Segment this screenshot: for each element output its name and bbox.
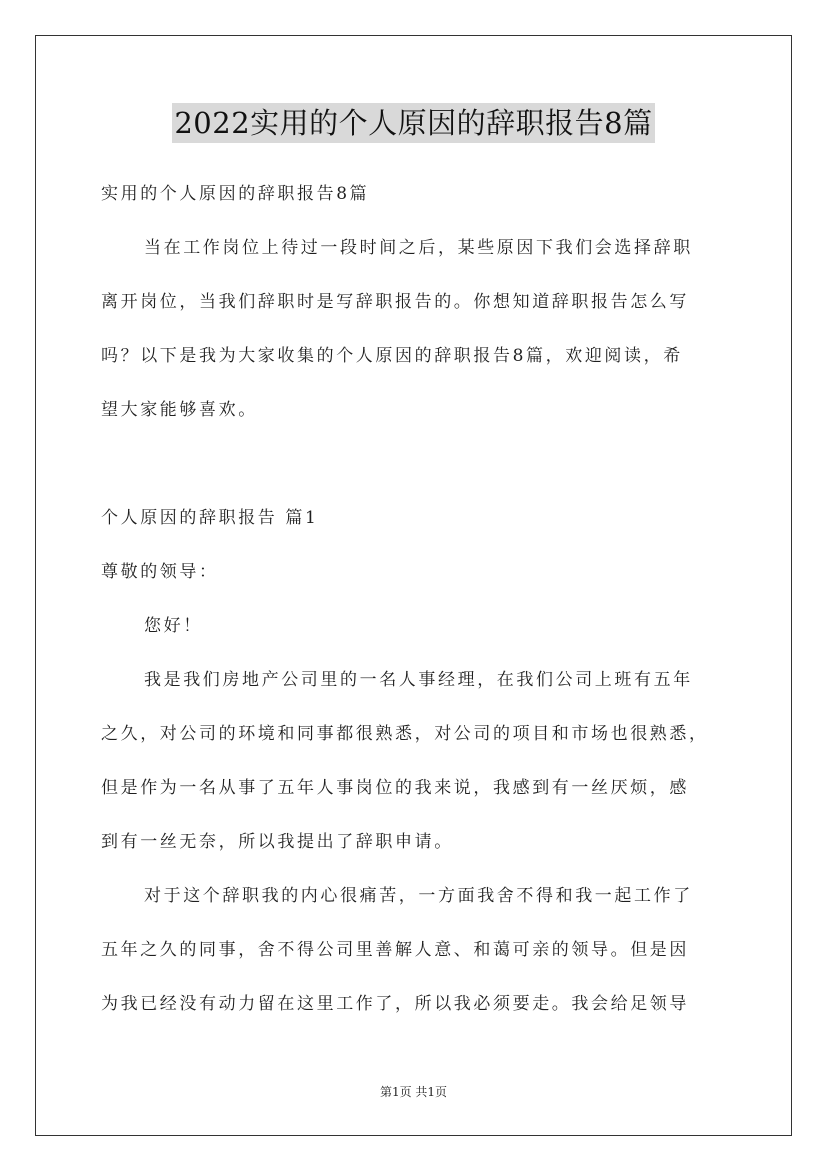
paragraph1-line-3: 但是作为一名从事了五年人事岗位的我来说，我感到有一丝厌烦，感	[101, 778, 689, 798]
paragraph2-line-1: 对于这个辞职我的内心很痛苦，一方面我舍不得和我一起工作了	[144, 886, 693, 906]
salutation: 尊敬的领导：	[101, 562, 219, 582]
paragraph1-line-4: 到有一丝无奈，所以我提出了辞职申请。	[101, 832, 454, 852]
greeting: 您好！	[144, 616, 203, 636]
paragraph1-line-1: 我是我们房地产公司里的一名人事经理，在我们公司上班有五年	[144, 670, 693, 690]
title-container	[0, 103, 827, 143]
paragraph2-line-3: 为我已经没有动力留在这里工作了，所以我必须要走。我会给足领导	[101, 994, 689, 1014]
document-subtitle: 实用的个人原因的辞职报告8篇	[101, 184, 370, 204]
intro-line-2: 离开岗位，当我们辞职时是写辞职报告的。你想知道辞职报告怎么写	[101, 292, 689, 312]
paragraph1-line-2: 之久，对公司的环境和同事都很熟悉，对公司的项目和市场也很熟悉，	[101, 724, 709, 744]
section-heading: 个人原因的辞职报告 篇1	[101, 508, 319, 528]
paragraph2-line-2: 五年之久的同事，舍不得公司里善解人意、和蔼可亲的领导。但是因	[101, 940, 689, 960]
intro-line-4: 望大家能够喜欢。	[101, 400, 258, 420]
intro-line-1: 当在工作岗位上待过一段时间之后，某些原因下我们会选择辞职	[144, 238, 693, 258]
page-number-footer: 第1页 共1页	[379, 1085, 448, 1099]
intro-line-3: 吗？以下是我为大家收集的个人原因的辞职报告8篇，欢迎阅读，希	[101, 346, 683, 366]
document-title: 2022实用的个人原因的辞职报告8篇	[172, 103, 654, 143]
